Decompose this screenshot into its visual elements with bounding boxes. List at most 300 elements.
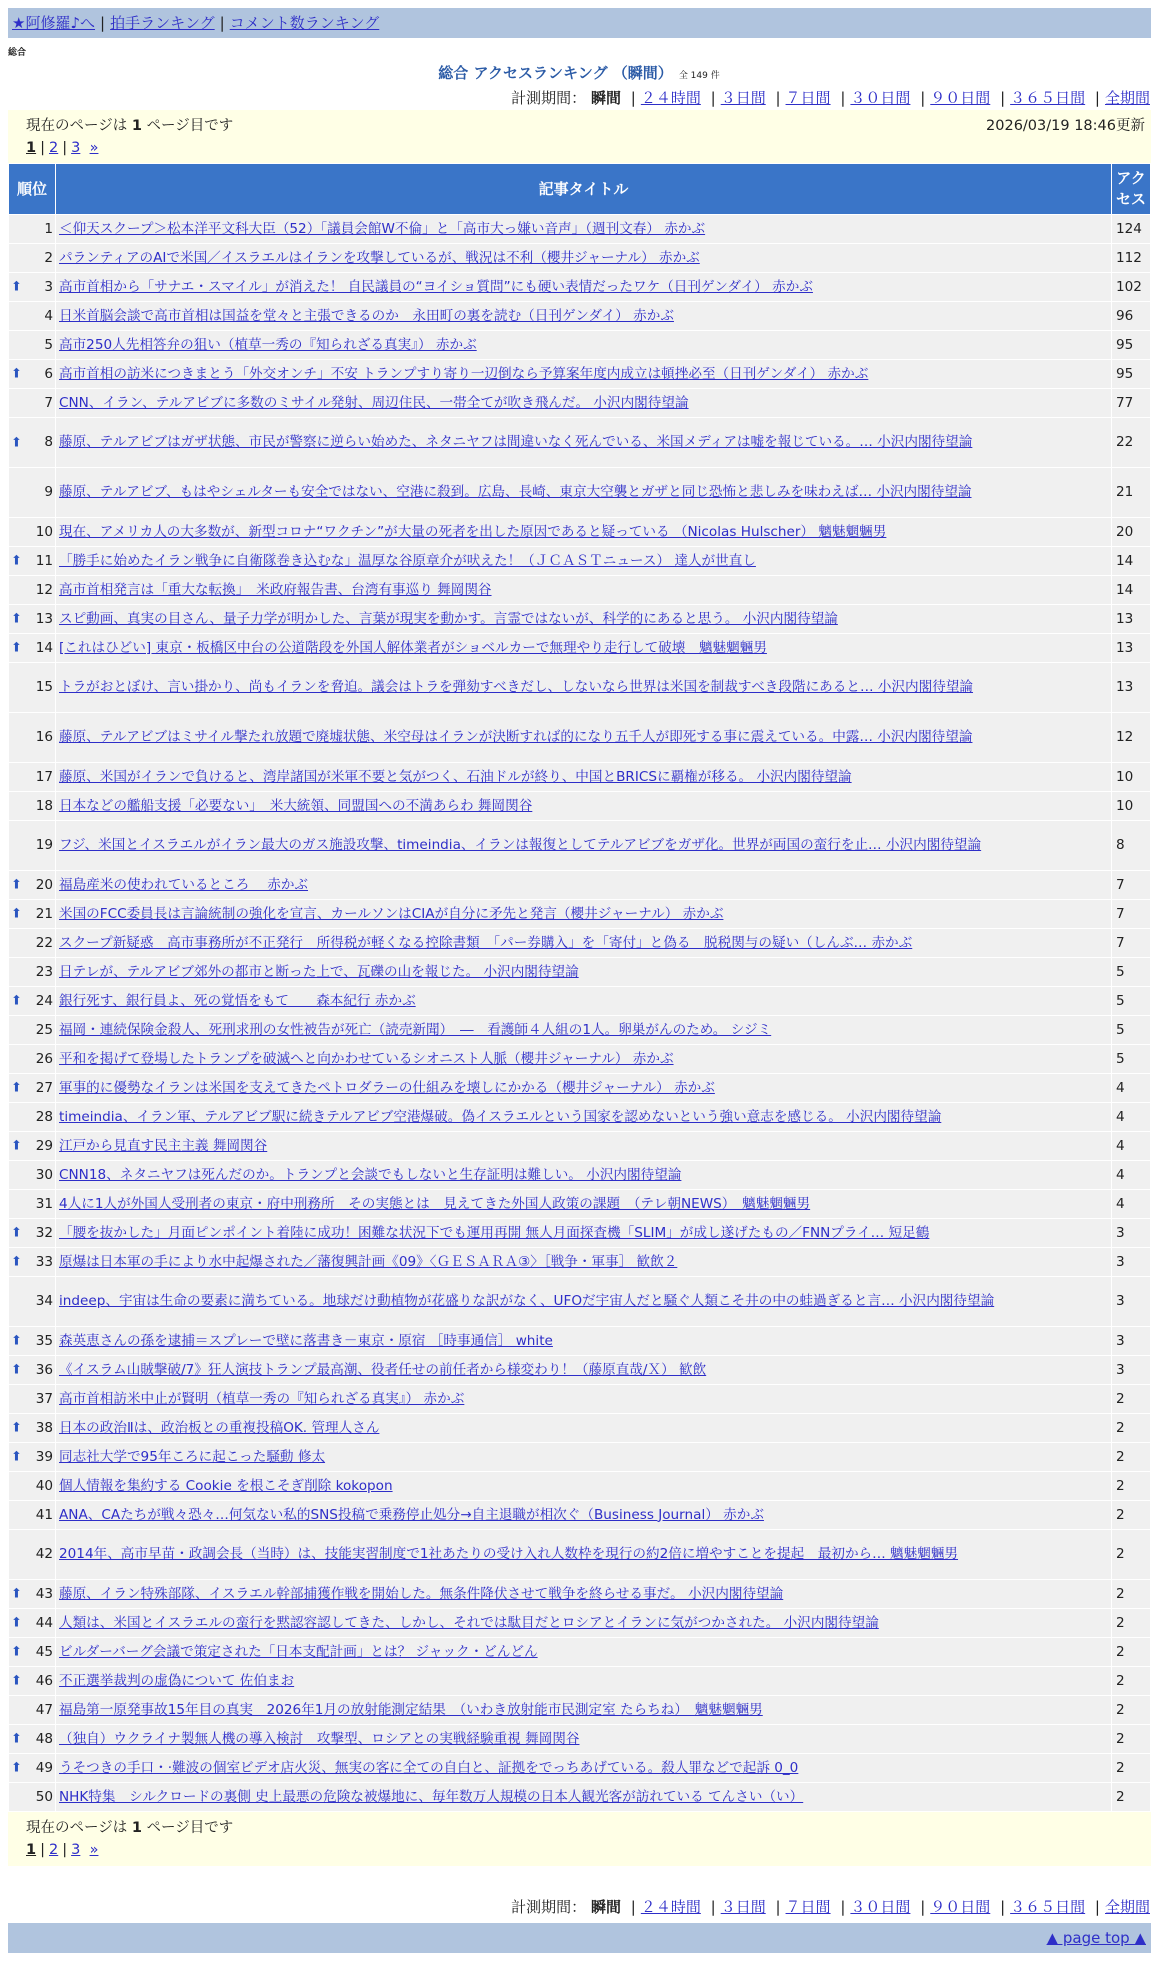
article-title-link[interactable]: 福岡・連続保険金殺人、死刑求刑の女性被告が死亡（読売新聞） ― 看護師４人組の1人。卵巣がんのため。 シジミ (59, 1021, 772, 1038)
table-row (9, 987, 1150, 1015)
article-title-link[interactable]: 藤原、テルアビブ、もはやシェルターも安全ではない、空港に殺到。広島、長崎、東京大空襲とガザと同じ恐怖と悲しみを味わえば… 小沢内閣待望論 (59, 484, 972, 500)
access-count: 2 (1112, 1472, 1150, 1500)
rank-cell (9, 605, 55, 633)
rank-number: 18 (35, 797, 53, 814)
table-row (9, 792, 1150, 820)
rank-number: 30 (35, 1166, 53, 1183)
period-link-365d[interactable]: ３６５日間 (1010, 89, 1086, 107)
article-title-link[interactable]: 《イスラム山賊撃破/7》狂人演技トランプ最高潮、役者任せの前任者から様変わり！（藤原直哉/Ｘ） 歓飲 (59, 1361, 707, 1378)
rank-number: 46 (35, 1672, 53, 1689)
rank-number: 15 (35, 679, 53, 695)
access-count: 7 (1112, 929, 1150, 957)
title-cell (56, 302, 1111, 330)
title-cell (56, 1103, 1111, 1131)
article-title-link[interactable]: 4人に1人が外国人受刑者の東京・府中刑務所 その実態とは 見えてきた外国人政策の課題 （テレ朝NEWS） 魑魅魍魎男 (59, 1195, 811, 1212)
article-title-link[interactable]: ビルダーバーグ会議で策定された「日本支配計画」とは？ ジャック・どんどん (59, 1643, 538, 1660)
article-title-link[interactable]: 高市首相から「サナエ・スマイル」が消えた！ 自民議員の“ヨイショ質問”にも硬い表情だったワケ（日刊ゲンダイ） 赤かぶ (59, 278, 813, 295)
up-arrow-icon: ⬆ (11, 366, 22, 382)
period-link-24h[interactable]: ２４時間 (640, 89, 701, 107)
pagination-box-top (8, 110, 1151, 164)
rank-cell (9, 1530, 55, 1579)
rank-cell (9, 1472, 55, 1500)
access-count: 5 (1112, 1045, 1150, 1073)
access-count: 14 (1112, 576, 1150, 604)
up-arrow-icon: ⬆ (11, 1449, 22, 1465)
period-link-90d[interactable]: ９０日間 (930, 1898, 991, 1916)
rank-cell (9, 1443, 55, 1471)
up-arrow-icon: ⬆ (11, 993, 22, 1009)
access-count: 4 (1112, 1103, 1150, 1131)
title-cell (56, 987, 1111, 1015)
rank-number: 39 (35, 1448, 53, 1465)
rank-number: 13 (35, 610, 53, 627)
rank-number: 2 (44, 249, 53, 266)
rank-number: 34 (35, 1293, 53, 1309)
title-cell (56, 605, 1111, 633)
rank-number: 35 (35, 1332, 53, 1349)
table-row (9, 576, 1150, 604)
up-arrow-icon: ⬆ (11, 1225, 22, 1241)
up-arrow-icon: ⬆ (11, 1731, 22, 1747)
rank-cell (9, 663, 55, 712)
title-cell (56, 576, 1111, 604)
title-cell (56, 713, 1111, 762)
access-count: 2 (1112, 1725, 1150, 1753)
updated-timestamp: 2026/03/19 18:46更新 (986, 118, 1145, 134)
table-row (9, 215, 1150, 243)
page-next-link[interactable]: » (89, 140, 99, 156)
period-link-90d[interactable]: ９０日間 (930, 89, 991, 107)
title-cell (56, 1132, 1111, 1160)
table-row (9, 468, 1150, 517)
page-link-2[interactable]: 2 (48, 140, 59, 156)
rank-cell (9, 389, 55, 417)
title-cell (56, 1385, 1111, 1413)
table-row (9, 1667, 1150, 1695)
rank-cell (9, 244, 55, 272)
title-cell (56, 1443, 1111, 1471)
period-selector-top: 計測期間： 瞬間 | ２４時間 | ３日間 | ７日間 | ３０日間 | ９０日間 | ３６５日間 | 全期間 (511, 89, 1150, 107)
title-cell (56, 1783, 1111, 1811)
rank-cell (9, 1696, 55, 1724)
table-row (9, 1443, 1150, 1471)
access-count: 12 (1112, 713, 1150, 762)
article-title-link[interactable]: 軍事的に優勢なイランは米国を支えてきたペトロダラーの仕組みを壊しにかかる（櫻井ジャーナル） 赤かぶ (59, 1079, 715, 1096)
article-title-link[interactable]: 藤原、イラン特殊部隊、イスラエル幹部捕獲作戦を開始した。無条件降伏させて戦争を終らせる事だ。 小沢内閣待望論 (59, 1585, 784, 1602)
home-link[interactable]: ★阿修羅♪へ (12, 14, 96, 32)
article-title-link[interactable]: 原爆は日本軍の手により水中起爆された／藩復興計画《09》〈ＧＥＳＡＲＡ③〉［戦争・軍事］ 歓飲２ (59, 1253, 678, 1270)
access-count: 2 (1112, 1530, 1150, 1579)
article-title-link[interactable]: 「勝手に始めたイラン戦争に自衛隊巻き込むな」温厚な谷原章介が吠えた！（ＪＣＡＳＴニュース） 達人が世直し (59, 552, 756, 569)
up-arrow-icon: ⬆ (11, 1138, 22, 1154)
rank-number: 36 (35, 1361, 53, 1378)
category-label: 総合 (8, 48, 27, 58)
access-count: 21 (1112, 468, 1150, 517)
up-arrow-icon: ⬆ (11, 1760, 22, 1776)
access-count: 77 (1112, 389, 1150, 417)
access-count: 2 (1112, 1667, 1150, 1695)
total-count: 全 149 件 (678, 71, 720, 81)
period-link-3d[interactable]: ３日間 (720, 89, 766, 107)
access-count: 5 (1112, 958, 1150, 986)
nav-separator: | (100, 14, 106, 32)
rank-cell (9, 1045, 55, 1073)
rank-cell (9, 1580, 55, 1608)
rank-number: 27 (35, 1079, 53, 1096)
title-cell (56, 1638, 1111, 1666)
title-cell (56, 1161, 1111, 1189)
title-cell (56, 1501, 1111, 1529)
article-title-link[interactable]: indeep、宇宙は生命の要素に満ちている。地球だけ動植物が花盛りな訳がなく、UFOだ宇宙人だと騒ぐ人類こそ井の中の蛙過ぎると言… 小沢内閣待望論 (59, 1293, 995, 1309)
up-arrow-icon: ⬆ (11, 1420, 22, 1436)
rank-cell (9, 1016, 55, 1044)
article-title-link[interactable]: 高市首相の訪米につきまとう「外交オンチ」不安 トランプすり寄り一辺倒なら予算案年度内成立は頓挫必至（日刊ゲンダイ） 赤かぶ (59, 365, 869, 382)
table-row (9, 634, 1150, 662)
table-row (9, 1754, 1150, 1782)
table-row (9, 929, 1150, 957)
table-row (9, 713, 1150, 762)
title-cell (56, 634, 1111, 662)
article-title-link[interactable]: 米国のFCC委員長は言論統制の強化を宣言、カールソンはCIAが自分に矛先と発言（櫻井ジャーナル） 赤かぶ (59, 905, 724, 922)
page-link-2[interactable]: 2 (48, 1842, 59, 1858)
up-arrow-icon: ⬆ (11, 553, 22, 569)
page-next-link[interactable]: » (89, 1842, 99, 1858)
table-row (9, 1530, 1150, 1579)
access-count: 95 (1112, 360, 1150, 388)
table-row (9, 1161, 1150, 1189)
rank-number: 31 (35, 1195, 53, 1212)
rank-number: 20 (35, 876, 53, 893)
article-title-link[interactable]: うそつきの手口・·難波の個室ビデオ店火災、無実の客に全ての自白と、証拠をでっちあげている。殺人罪などで起訴 0_0 (59, 1759, 799, 1776)
ranking-heading (0, 62, 1158, 83)
article-title-link[interactable]: 藤原、テルアビブはガザ状態、市民が警察に逆らい始めた、ネタニヤフは間違いなく死んでいる、米国メディアは嘘を報じている。… 小沢内閣待望論 (59, 434, 973, 450)
table-row (9, 1219, 1150, 1247)
table-row (9, 1501, 1150, 1529)
access-count: 5 (1112, 987, 1150, 1015)
rank-cell (9, 1638, 55, 1666)
title-cell (56, 389, 1111, 417)
table-row (9, 302, 1150, 330)
table-row (9, 273, 1150, 301)
table-row (9, 1472, 1150, 1500)
rank-number: 8 (44, 434, 53, 450)
article-title-link[interactable]: トラがおとぼけ、言い掛かり、尚もイランを脅迫。議会はトラを弾劾すべきだし、しないなら世界は米国を制裁すべき段階にあると… 小沢内閣待望論 (59, 679, 974, 695)
article-title-link[interactable]: 高市250人先相答弁の狙い（植草一秀の『知られざる真実』） 赤かぶ (59, 336, 477, 353)
rank-number: 21 (35, 905, 53, 922)
title-cell (56, 518, 1111, 546)
period-link-3d[interactable]: ３日間 (720, 1898, 766, 1916)
article-title-link[interactable]: 個人情報を集約する Cookie を根こそぎ削除 kokopon (59, 1477, 393, 1494)
rank-number: 14 (35, 639, 53, 656)
access-count: 102 (1112, 273, 1150, 301)
article-title-link[interactable]: 江戸から見直す民主主義 舞岡関谷 (59, 1137, 268, 1154)
table-row (9, 1045, 1150, 1073)
rank-number: 33 (35, 1253, 53, 1270)
rank-number: 1 (44, 220, 53, 237)
article-title-link[interactable]: フジ、米国とイスラエルがイラン最大のガス施設攻撃、timeindia、イランは報復としてテルアビブをガザ化。世界が両国の蛮行を止… 小沢内閣待望論 (59, 837, 982, 853)
page-current: 1 (26, 1842, 37, 1858)
rank-cell (9, 987, 55, 1015)
table-row (9, 871, 1150, 899)
title-cell (56, 360, 1111, 388)
period-link-30d[interactable]: ３０日間 (850, 89, 911, 107)
access-count: 7 (1112, 900, 1150, 928)
access-count: 2 (1112, 1638, 1150, 1666)
article-title-link[interactable]: 日テレが、テルアビブ郊外の都市と断った上で、瓦礫の山を報じた。 小沢内閣待望論 (59, 963, 579, 980)
table-row (9, 547, 1150, 575)
table-row (9, 1277, 1150, 1326)
article-title-link[interactable]: 福島産米の使われているところ 赤かぶ (59, 876, 309, 893)
title-cell (56, 244, 1111, 272)
access-count: 10 (1112, 792, 1150, 820)
article-title-link[interactable]: 現在、アメリカ人の大多数が、新型コロナ“ワクチン”が大量の死者を出した原因であると疑っている （Nicolas Hulscher） 魑魅魍魎男 (59, 523, 887, 540)
title-cell (56, 871, 1111, 899)
access-count: 4 (1112, 1161, 1150, 1189)
title-cell (56, 763, 1111, 791)
rank-cell (9, 273, 55, 301)
table-row (9, 1103, 1150, 1131)
access-count: 13 (1112, 663, 1150, 712)
rank-cell (9, 1103, 55, 1131)
period-link-7d[interactable]: ７日間 (785, 1898, 831, 1916)
table-row (9, 763, 1150, 791)
table-row (9, 1248, 1150, 1276)
article-title-link[interactable]: CNN18、ネタニヤフは死んだのか。トランプと会談でもしないと生存証明は難しい。 小沢内閣待望論 (59, 1166, 682, 1183)
rank-cell (9, 1725, 55, 1753)
up-arrow-icon: ⬆ (11, 1586, 22, 1602)
rank-cell (9, 1385, 55, 1413)
access-count: 112 (1112, 244, 1150, 272)
rank-number: 24 (35, 992, 53, 1009)
page-links: 1 | 2 | 3 » (26, 1842, 99, 1858)
title-cell (56, 1277, 1111, 1326)
article-title-link[interactable]: 森英恵さんの孫を逮捕＝スプレーで壁に落書き－東京・原宿 ［時事通信］ white (59, 1332, 553, 1349)
rank-cell (9, 360, 55, 388)
article-title-link[interactable]: 日本の政治Ⅱは、政治板との重複投稿OK. 管理人さん (59, 1419, 380, 1436)
rank-number: 7 (44, 394, 53, 411)
rank-column-header: 順位 (9, 164, 55, 214)
period-link-24h[interactable]: ２４時間 (640, 1898, 701, 1916)
rank-cell (9, 576, 55, 604)
clap-ranking-link[interactable]: 拍手ランキング (110, 14, 215, 32)
page-top-link[interactable]: ▲ page top ▲ (1046, 1929, 1146, 1947)
article-title-link[interactable]: 福島第一原発事故15年目の真実 2026年1月の放射能測定結果 （いわき放射能市民測定室 たらちね） 魑魅魍魎男 (59, 1701, 763, 1718)
access-count: 3 (1112, 1219, 1150, 1247)
table-row (9, 1580, 1150, 1608)
access-count: 22 (1112, 418, 1150, 467)
rank-number: 45 (35, 1643, 53, 1660)
article-title-link[interactable]: 同志社大学で95年ころに起こった騒動 修太 (59, 1448, 326, 1465)
article-title-link[interactable]: 2014年、高市早苗・政調会長（当時）は、技能実習制度で1社あたりの受け入れ人数枠を現行の約2倍に増やすことを提起 最初から… 魑魅魍魎男 (59, 1546, 959, 1562)
rank-number: 38 (35, 1419, 53, 1436)
up-arrow-icon: ⬆ (11, 279, 22, 295)
title-cell (56, 958, 1111, 986)
access-count: 2 (1112, 1609, 1150, 1637)
article-title-link[interactable]: 日本などの艦船支援「必要ない」 米大統領、同盟国への不満あらわ 舞岡関谷 (59, 797, 533, 814)
rank-cell (9, 1190, 55, 1218)
table-row (9, 1190, 1150, 1218)
period-link-all[interactable]: 全期間 (1104, 1898, 1150, 1916)
title-cell (56, 1696, 1111, 1724)
period-selector-bottom: 計測期間： 瞬間 | ２４時間 | ３日間 | ７日間 | ３０日間 | ９０日間 | ３６５日間 | 全期間 (511, 1898, 1150, 1916)
up-arrow-icon: ⬆ (11, 1644, 22, 1660)
rank-cell (9, 871, 55, 899)
rank-cell (9, 1414, 55, 1442)
up-arrow-icon: ⬆ (11, 611, 22, 627)
rank-cell (9, 1161, 55, 1189)
table-row (9, 1016, 1150, 1044)
access-count: 4 (1112, 1074, 1150, 1102)
rank-number: 16 (35, 729, 53, 745)
rank-number: 37 (35, 1390, 53, 1407)
title-cell (56, 1580, 1111, 1608)
period-link-30d[interactable]: ３０日間 (850, 1898, 911, 1916)
rank-number: 11 (35, 552, 53, 569)
period-label: 計測期間： (511, 89, 587, 107)
title-cell (56, 418, 1111, 467)
current-page-text: 現在のページは 1 ページ目です (26, 1820, 234, 1836)
rank-number: 42 (35, 1546, 53, 1562)
rank-cell (9, 1754, 55, 1782)
access-count: 13 (1112, 634, 1150, 662)
article-title-link[interactable]: timeindia、イラン軍、テルアビブ駅に続きテルアビブ空港爆破。偽イスラエルという国家を認めないという強い意志を感じる。 小沢内閣待望論 (59, 1108, 942, 1125)
up-arrow-icon: ⬆ (11, 1254, 22, 1270)
comment-ranking-link[interactable]: コメント数ランキング (229, 14, 380, 32)
article-title-link[interactable]: ＜仰天スクープ＞松本洋平文科大臣（52）「議員会館W不倫」と「高市大っ嫌い音声」（週刊文春） 赤かぶ (59, 220, 706, 237)
pagination-box-bottom (8, 1812, 1151, 1866)
title-cell (56, 1356, 1111, 1384)
rank-cell (9, 547, 55, 575)
article-title-link[interactable]: 藤原、テルアビブはミサイル撃たれ放題で廃墟状態、米空母はイランが決断すれば的になり五千人が即死する事に震えている。中露… 小沢内閣待望論 (59, 729, 973, 745)
access-count: 13 (1112, 605, 1150, 633)
rank-number: 32 (35, 1224, 53, 1241)
rank-number: 48 (35, 1730, 53, 1747)
table-row (9, 1074, 1150, 1102)
footer-bar (8, 1923, 1151, 1953)
rank-number: 29 (35, 1137, 53, 1154)
title-cell (56, 1754, 1111, 1782)
title-cell (56, 1530, 1111, 1579)
rank-cell (9, 1501, 55, 1529)
table-row (9, 1783, 1150, 1811)
rank-number: 49 (35, 1759, 53, 1776)
access-count: 96 (1112, 302, 1150, 330)
rank-cell (9, 331, 55, 359)
table-row (9, 958, 1150, 986)
article-title-link[interactable]: 高市首相発言は「重大な転換」 米政府報告書、台湾有事巡り 舞岡関谷 (59, 581, 492, 598)
article-title-link[interactable]: 人類は、米国とイスラエルの蛮行を黙認容認してきた、しかし、それでは駄目だとロシアとイランに気がつかされた。 小沢内閣待望論 (59, 1614, 879, 1631)
rank-cell (9, 215, 55, 243)
rank-number: 17 (35, 768, 53, 785)
rank-cell (9, 1248, 55, 1276)
rank-cell (9, 958, 55, 986)
table-row (9, 1414, 1150, 1442)
rank-number: 23 (35, 963, 53, 980)
title-cell (56, 468, 1111, 517)
article-title-link[interactable]: 藤原、米国がイランで負けると、湾岸諸国が米軍不要と気がつく、石油ドルが終り、中国とBRICSに覇権が移る。 小沢内閣待望論 (59, 768, 852, 785)
rank-cell (9, 1219, 55, 1247)
title-cell (56, 1190, 1111, 1218)
article-title-link[interactable]: パランティアのAIで米国／イスラエルはイランを攻撃しているが、戦況は不利（櫻井ジャーナル） 赤かぶ (59, 249, 700, 266)
table-row (9, 1356, 1150, 1384)
table-row (9, 518, 1150, 546)
period-link-7d[interactable]: ７日間 (785, 89, 831, 107)
page-link-3[interactable]: 3 (71, 140, 81, 156)
rank-cell (9, 713, 55, 762)
rank-number: 9 (44, 484, 53, 500)
article-title-link[interactable]: NHK特集 シルクロードの裏側 史上最悪の危険な被爆地に、毎年数万人規模の日本人観光客が訪れている てんさい（い） (59, 1788, 804, 1805)
article-title-link[interactable]: 「腰を抜かした」月面ピンポイント着陸に成功！困難な状況下でも運用再開 無人月面探査機「SLIM」が成し遂げたもの／FNNプライ… 短足鶴 (59, 1224, 930, 1241)
rank-number: 22 (35, 934, 53, 951)
ranking-title: 総合 アクセスランキング （瞬間） (438, 64, 673, 82)
article-title-link[interactable]: 日米首脳会談で高市首相は国益を堂々と主張できるのか 永田町の裏を読む（日刊ゲンダイ） 赤かぶ (59, 307, 674, 324)
article-title-link[interactable]: [これはひどい] 東京・板橋区中台の公道階段を外国人解体業者がショベルカーで無理やり走行して破壊 魑魅魍魎男 (59, 639, 767, 656)
title-cell (56, 1016, 1111, 1044)
up-arrow-icon: ⬆ (11, 1615, 22, 1631)
rank-cell (9, 302, 55, 330)
title-cell (56, 1725, 1111, 1753)
article-title-link[interactable]: スピ動画、真実の目さん、量子力学が明かした、言葉が現実を動かす。言霊ではないが、科学的にあると思う。 小沢内閣待望論 (59, 610, 838, 627)
rank-cell (9, 418, 55, 467)
article-title-link[interactable]: 銀行死す、銀行員よ、死の覚悟をもて 森本紀行 赤かぶ (59, 992, 416, 1009)
access-count: 124 (1112, 215, 1150, 243)
rank-number: 3 (44, 278, 53, 295)
article-title-link[interactable]: 高市首相訪米中止が賢明（植草一秀の『知られざる真実』） 赤かぶ (59, 1390, 465, 1407)
access-count: 2 (1112, 1414, 1150, 1442)
title-cell (56, 1414, 1111, 1442)
table-row (9, 1638, 1150, 1666)
rank-cell (9, 821, 55, 870)
access-count: 2 (1112, 1696, 1150, 1724)
rank-number: 5 (44, 336, 53, 353)
rank-cell (9, 1277, 55, 1326)
article-title-link[interactable]: CNN、イラン、テルアビブに多数のミサイル発射、周辺住民、一帯全てが吹き飛んだ。 小沢内閣待望論 (59, 394, 689, 411)
article-title-link[interactable]: ANA、CAたちが戦々恐々…何気ない私的SNS投稿で乗務停止処分→自主退職が相次ぐ（Business Journal） 赤かぶ (59, 1506, 764, 1523)
article-title-link[interactable]: （独自）ウクライナ製無人機の導入検討 攻撃型、ロシアとの実戦経験重視 舞岡関谷 (59, 1730, 580, 1747)
access-count: 8 (1112, 821, 1150, 870)
period-current: 瞬間 (590, 1898, 621, 1916)
article-title-link[interactable]: 平和を掲げて登場したトランプを破滅へと向かわせているシオニスト人脈（櫻井ジャーナル） 赤かぶ (59, 1050, 674, 1067)
rank-number: 25 (35, 1021, 53, 1038)
up-arrow-icon: ⬆ (11, 1080, 22, 1096)
page-links: 1 | 2 | 3 » (26, 140, 99, 156)
up-arrow-icon: ⬆ (11, 1333, 22, 1349)
rank-cell (9, 1609, 55, 1637)
article-title-link[interactable]: 不正選挙裁判の虚偽について 佐伯まお (59, 1672, 295, 1689)
page-link-3[interactable]: 3 (71, 1842, 81, 1858)
access-count: 2 (1112, 1385, 1150, 1413)
access-count: 2 (1112, 1443, 1150, 1471)
access-count: 4 (1112, 1190, 1150, 1218)
access-count: 95 (1112, 331, 1150, 359)
rank-cell (9, 1667, 55, 1695)
period-link-365d[interactable]: ３６５日間 (1010, 1898, 1086, 1916)
rank-cell (9, 763, 55, 791)
table-row (9, 900, 1150, 928)
title-cell (56, 1074, 1111, 1102)
title-cell (56, 821, 1111, 870)
table-row (9, 1725, 1150, 1753)
access-count: 4 (1112, 1132, 1150, 1160)
rank-cell (9, 468, 55, 517)
title-cell (56, 547, 1111, 575)
period-link-all[interactable]: 全期間 (1104, 89, 1150, 107)
article-title-link[interactable]: スクープ新疑惑 高市事務所が不正発行 所得税が軽くなる控除書類 「パー券購入」を「寄付」と偽る 脱税関与の疑い（しんぶ… 赤かぶ (59, 934, 913, 951)
access-count: 2 (1112, 1580, 1150, 1608)
up-arrow-icon: ⬆ (11, 640, 22, 656)
rank-number: 26 (35, 1050, 53, 1067)
table-row (9, 389, 1150, 417)
